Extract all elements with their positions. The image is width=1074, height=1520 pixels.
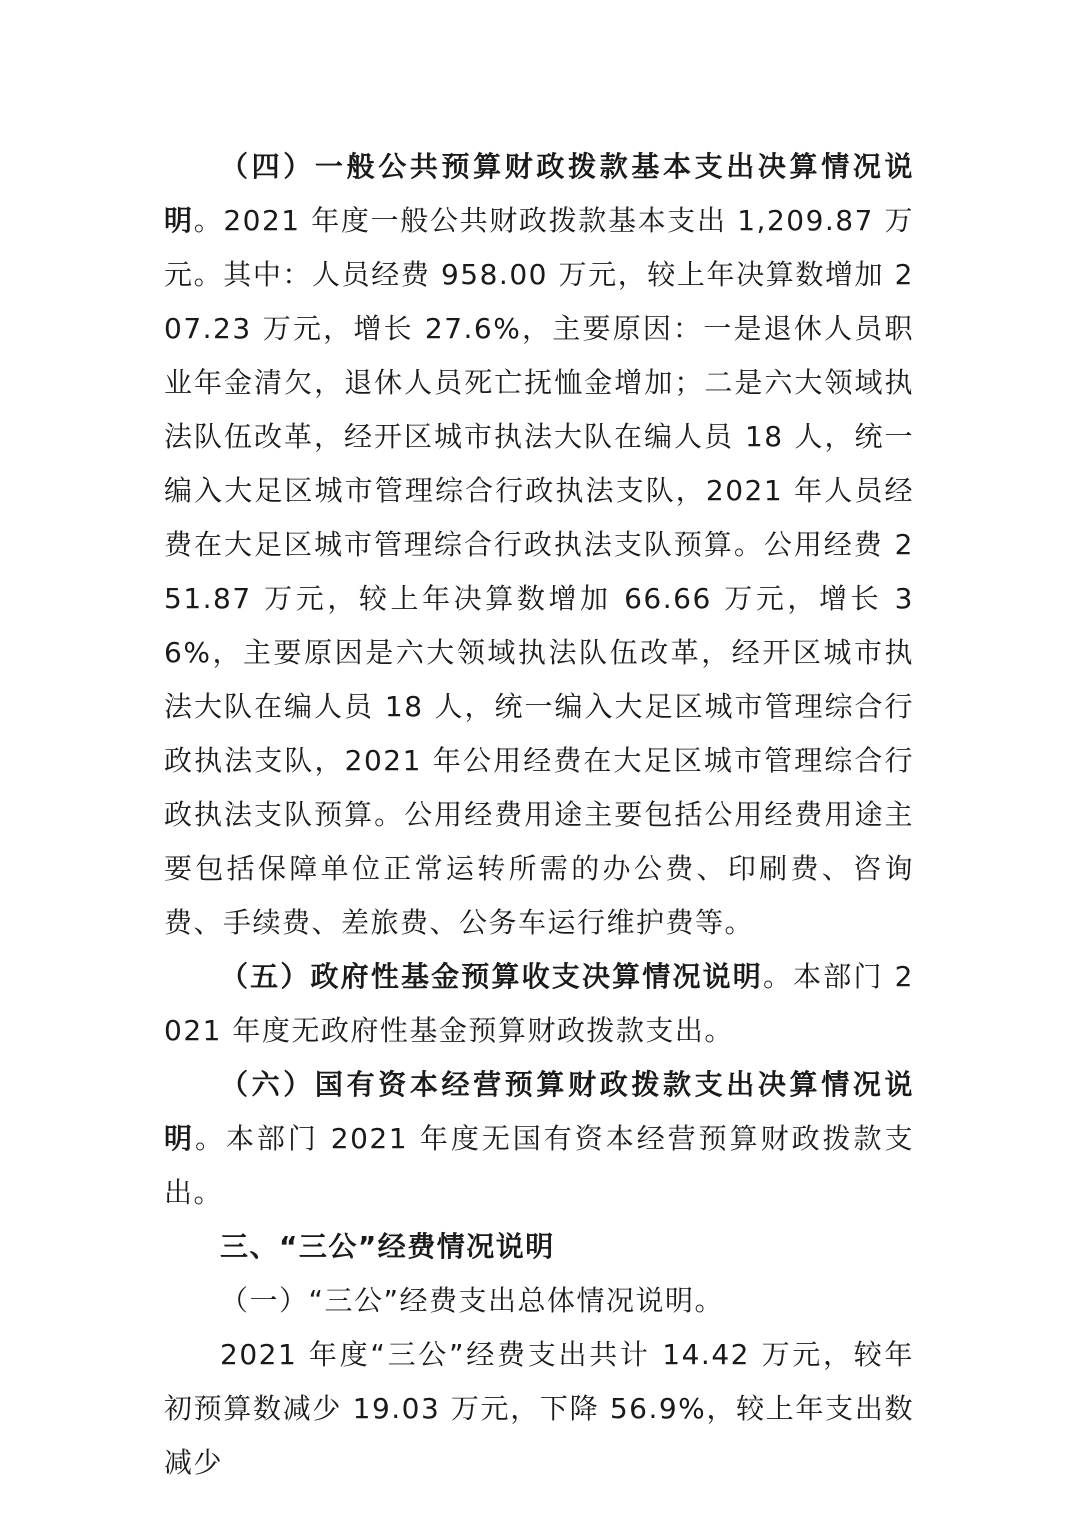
paragraph-heading: （五）政府性基金预算收支决算情况说明 — [220, 960, 763, 993]
paragraph-text: 。本部门 2021 年度无政府性基金预算财政拨款支出。 — [164, 960, 914, 1047]
paragraph-basic-expenditure — [164, 140, 914, 950]
paragraph-government-fund — [164, 950, 914, 1058]
paragraph-text: 。2021 年度一般公共财政拨款基本支出 1,209.87 万元。其中：人员经费 958.00 万元，较上年决算数增加 207.23 万元，增长 27.6%，主要原因：一是退休人员职业年金清欠，退休人员死亡抚恤金增加；二是六大领域执法队伍改革，经开区城市执法大队在编人员 18 人，统一编入大足区城市管理综合行政执法支队，2021 年人员经费在大足区城市管理综合行政执法支队预算。公用经费 251.87 万元，较上年决算数增加 66.66 万元，增长 36%，主要原因是六大领域执法队伍改革，经开区城市执法大队在编人员 18 人，统一编入大足区城市管理综合行政执法支队，2021 年公用经费在大足区城市管理综合行政执法支队预算。公用经费用途主要包括公用经费用途主要包括保障单位正常运转所需的办公费、印刷费、咨询费、手续费、差旅费、公务车运行维护费等。 — [164, 204, 914, 939]
subsection-title: （一）“三公”经费支出总体情况说明。 — [220, 1284, 725, 1317]
paragraph-heading: （六）国有资本经营预算财政拨款支出决算情况说明 — [164, 1068, 914, 1155]
paragraph-state-capital — [164, 1058, 914, 1220]
paragraph-text: 。本部门 2021 年度无国有资本经营预算财政拨款支出。 — [164, 1122, 914, 1209]
document-body — [164, 140, 914, 1490]
section-title: 三、“三公”经费情况说明 — [220, 1230, 555, 1263]
paragraph-three-public-total: 2021 年度“三公”经费支出共计 14.42 万元，较年初预算数减少 19.03 万元，下降 56.9%，较上年支出数减少 — [164, 1338, 914, 1479]
paragraph-heading: （四）一般公共预算财政拨款基本支出决算情况说明 — [164, 150, 914, 237]
